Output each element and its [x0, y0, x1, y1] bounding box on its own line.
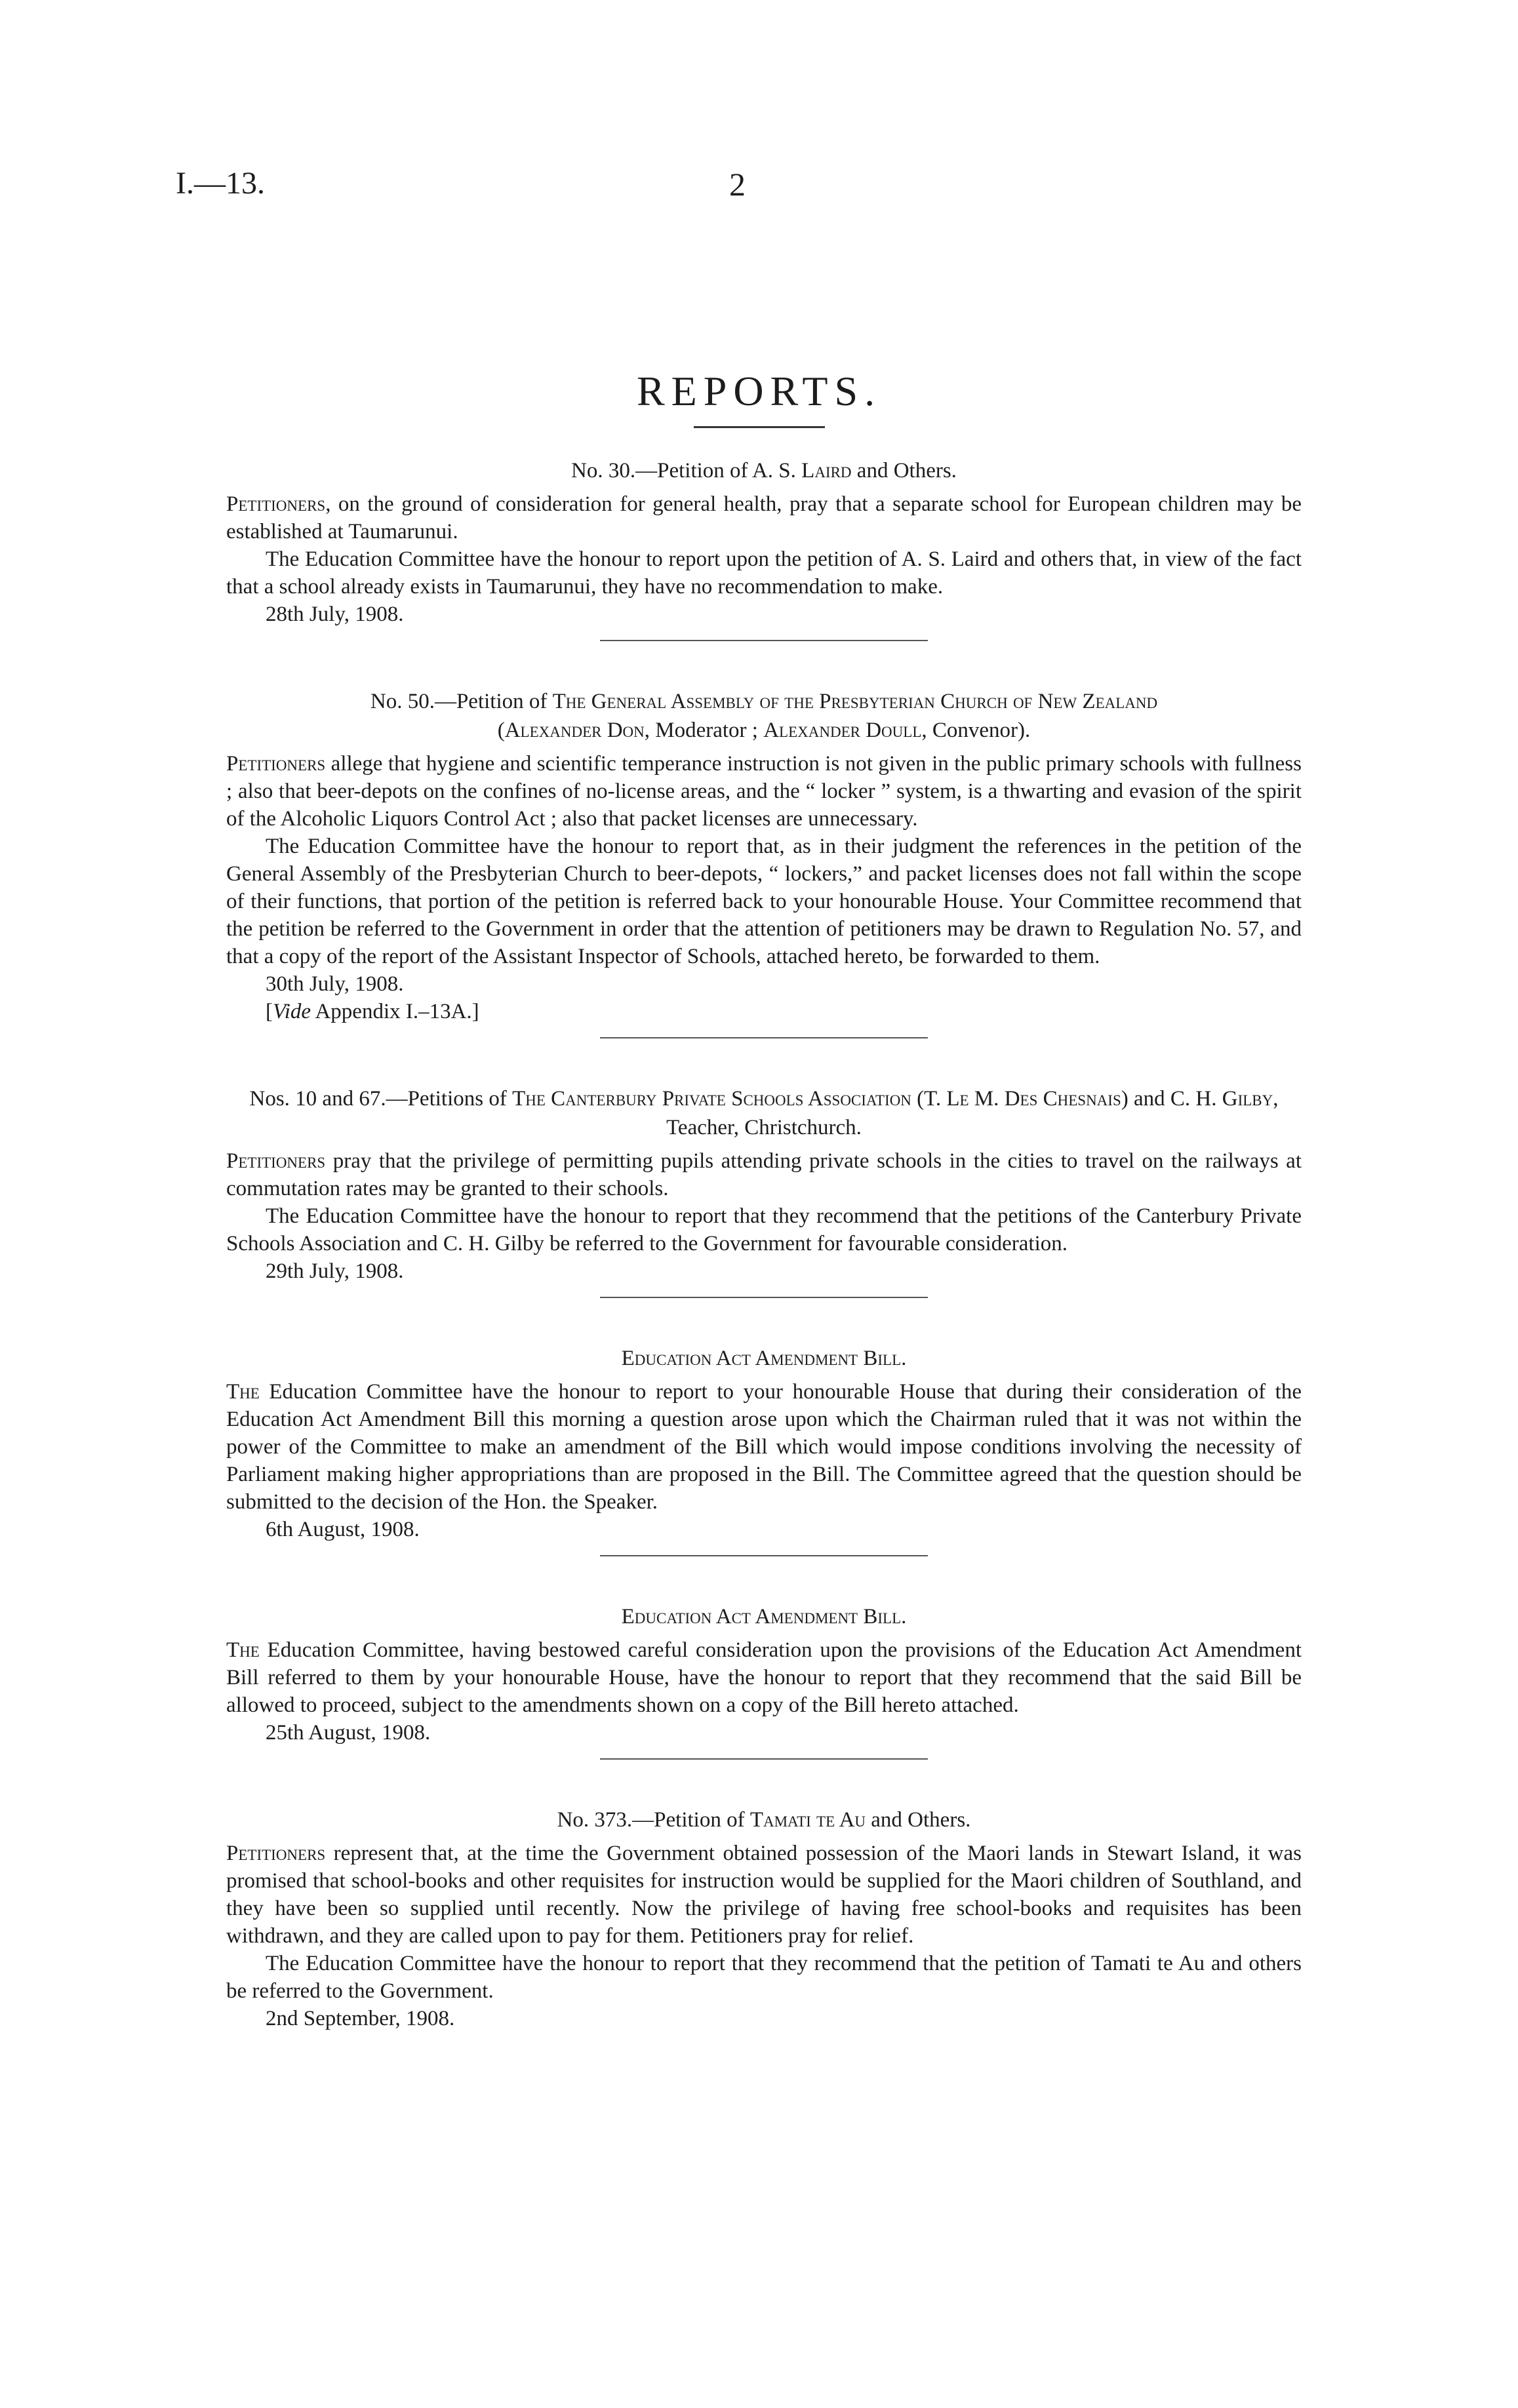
- report-petition-50: [226, 687, 1302, 1038]
- section-divider: [600, 1297, 928, 1298]
- report-heading: Education Act Amendment Bill.: [621, 1605, 907, 1628]
- section-divider: [600, 640, 928, 641]
- report-petition-373: [226, 1806, 1302, 2032]
- report-paragraph: The Education Committee have the honour to report that, as in their judgment the references in the petition of the General Assembly of the Presbyterian Church to beer-depots, “ lockers,” and packet licenses does not fall within the scope of their functions, that portion of the petition is referred back to your honourable House. Your Committee recommend that the petition be referred to the Government in order that the attention of petitioners may be drawn to Regulation No. 57, and that a copy of the report of the Assistant Inspector of Schools, attached hereto, be forwarded to them.: [226, 835, 1302, 968]
- report-heading: No. 30.—Petition of A. S. Laird and Others.: [571, 459, 957, 483]
- report-paragraph: Petitioners represent that, at the time the Government obtained possession of the Maori lands in Stewart Island, it was promised that school-books and other requisites for instruction would be supplied for the Maori children of Southland, and they have been so supplied until recently. Now the privilege of having free school-books and requisites has been withdrawn, and they are called upon to pay for them. Petitioners pray for relief.: [226, 1842, 1302, 1948]
- report-paragraph: The Education Committee, having bestowed careful consideration upon the provisions of the Education Act Amendment Bill referred to them by your honourable House, have the honour to report that they recommend that the said Bill be allowed to proceed, subject to the amendments shown on a copy of the Bill hereto attached.: [226, 1638, 1302, 1717]
- section-divider: [600, 1037, 928, 1038]
- report-paragraph: Petitioners allege that hygiene and scientific temperance instruction is not given in the public primary schools with fullness ; also that beer-depots on the confines of no-license areas, and the “ locker ” system, is a thwarting and evasion of the spirit of the Alcoholic Liquors Control Act ; also that packet licenses are unnecessary.: [226, 752, 1302, 831]
- page-number: 2: [729, 166, 746, 203]
- report-paragraph: Petitioners pray that the privilege of permitting pupils attending private schools in the cities to travel on the railways at commutation rates may be granted to their schools.: [226, 1149, 1302, 1200]
- report-paragraph: Petitioners, on the ground of consideration for general health, pray that a separate school for European children may be established at Taumarunui.: [226, 492, 1302, 543]
- report-education-bill-2: [226, 1602, 1302, 1760]
- report-paragraph: The Education Committee have the honour to report upon the petition of A. S. Laird and others that, in view of the fact that a school already exists in Taumarunui, they have no recommendation to make.: [226, 547, 1302, 599]
- report-heading: Nos. 10 and 67.—Petitions of The Canterbury Private Schools Association (T. Le M. Des Chesnais) and C. H. Gilby, Teacher, Christchurch.: [249, 1087, 1279, 1139]
- reports-body: [226, 456, 1302, 2032]
- report-heading: Education Act Amendment Bill.: [621, 1347, 907, 1370]
- title-underline: [694, 426, 825, 428]
- report-date: 28th July, 1908.: [266, 602, 404, 626]
- report-heading: No. 373.—Petition of Tamati te Au and Others.: [557, 1808, 971, 1832]
- report-education-bill-1: [226, 1344, 1302, 1556]
- report-paragraph: The Education Committee have the honour to report that they recommend that the petition of Tamati te Au and others be referred to the Government.: [226, 1952, 1302, 2003]
- report-heading: No. 50.—Petition of The General Assembly of the Presbyterian Church of New Zealand (Alexander Don, Moderator ; Alexander Doull, Convenor).: [370, 690, 1158, 742]
- report-date: 25th August, 1908.: [266, 1721, 431, 1745]
- section-divider: [600, 1758, 928, 1760]
- section-divider: [600, 1555, 928, 1556]
- report-petitions-10-67: [226, 1084, 1302, 1298]
- report-paragraph: The Education Committee have the honour to report that they recommend that the petitions of the Canterbury Private Schools Association and C. H. Gilby be referred to the Government for favourable consideration.: [226, 1204, 1302, 1255]
- page-title: REPORTS.: [636, 368, 882, 414]
- report-paragraph: The Education Committee have the honour to report to your honourable House that during their consideration of the Education Act Amendment Bill this morning a question arose upon which the Chairman ruled that it was not within the power of the Committee to make an amendment of the Bill which would impose conditions involving the necessity of Parliament making higher appropriations than are proposed in the Bill. The Committee agreed that the question should be submitted to the decision of the Hon. the Speaker.: [226, 1380, 1302, 1514]
- report-date: 30th July, 1908.: [266, 972, 404, 996]
- report-date: 2nd September, 1908.: [266, 2007, 455, 2030]
- report-petition-30: [226, 456, 1302, 641]
- appendix-reference: [Vide Appendix I.–13A.]: [266, 1000, 479, 1023]
- report-date: 29th July, 1908.: [266, 1259, 404, 1283]
- report-date: 6th August, 1908.: [266, 1518, 420, 1541]
- page-id: I.—13.: [176, 166, 265, 201]
